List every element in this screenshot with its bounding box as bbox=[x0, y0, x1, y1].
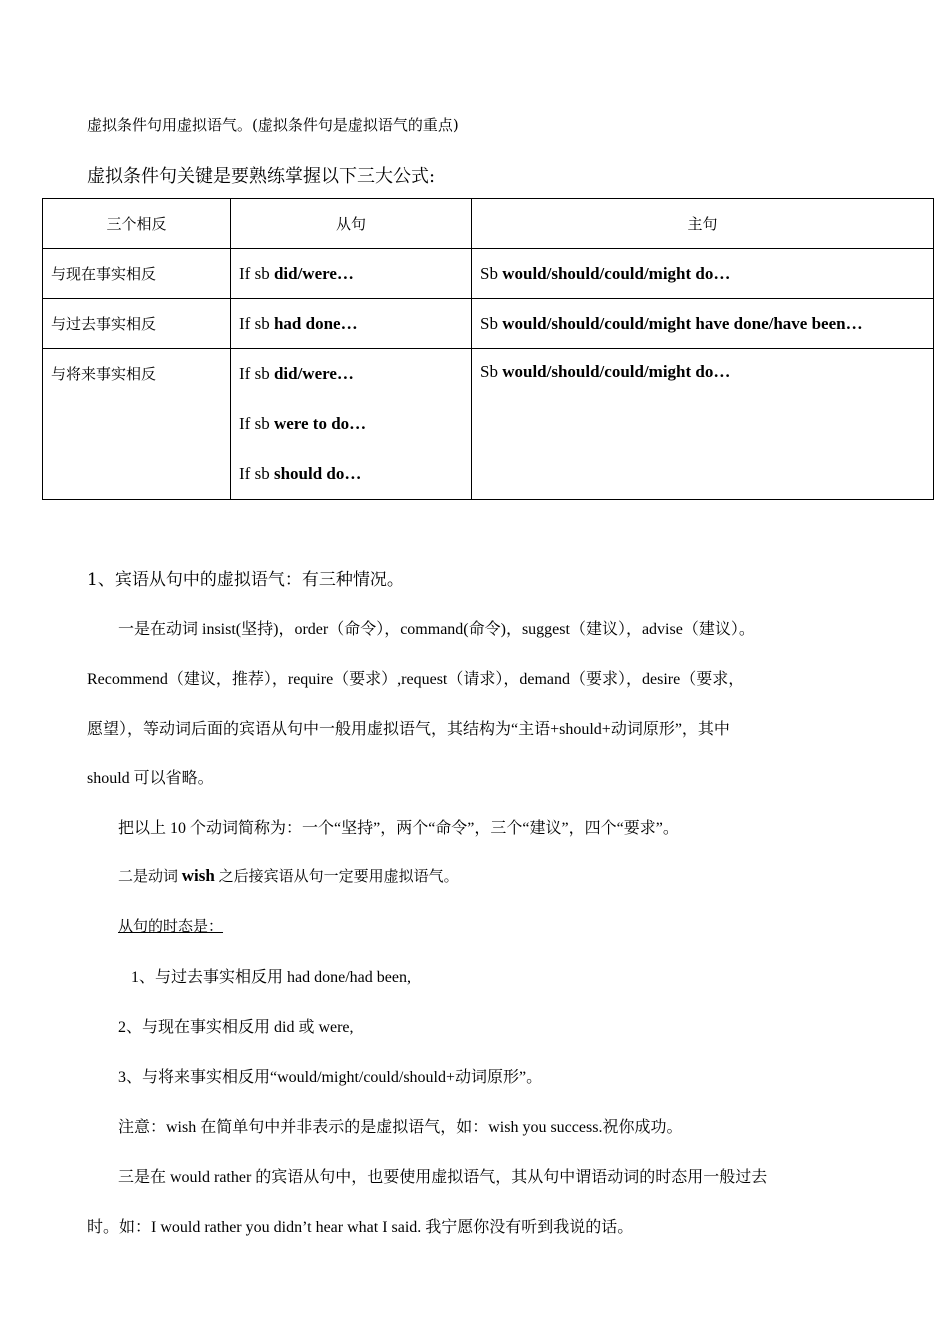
paragraph-4-line-2: 时。如：I would rather you didn’t hear what I said. 我宁愿你没有听到我说的话。 bbox=[87, 1219, 634, 1236]
clause-line bbox=[239, 449, 463, 499]
clause-form: should do… bbox=[273, 464, 362, 483]
clause-form: were to do… bbox=[273, 414, 367, 433]
tense-item-1: 1、与过去事实相反用 had done/had been, bbox=[131, 969, 411, 986]
subordinate-clause bbox=[231, 249, 472, 299]
header-cell: 主句 bbox=[472, 199, 934, 249]
header-cell: 从句 bbox=[231, 199, 472, 249]
p3-suffix: 之后接宾语从句一定要用虚拟语气。 bbox=[214, 869, 459, 885]
subordinate-clause-list bbox=[231, 349, 472, 500]
table-header-row bbox=[43, 199, 934, 249]
row-label: 与现在事实相反 bbox=[43, 249, 231, 299]
intro-line-2: 虚拟条件句关键是要熟练掌握以下三大公式: bbox=[87, 166, 436, 187]
section-heading: 1、宾语从句中的虚拟语气：有三种情况。 bbox=[87, 570, 404, 590]
clause-form: had done… bbox=[273, 313, 358, 333]
row-label: 与过去事实相反 bbox=[43, 299, 231, 349]
tense-item-3: 3、与将来事实相反用“would/might/could/should+动词原形”。 bbox=[118, 1069, 543, 1086]
paragraph-2: 把以上 10 个动词简称为：一个“坚持”，两个“命令”，三个“建议”，四个“要求”。 bbox=[118, 820, 679, 837]
subordinate-clause bbox=[231, 299, 472, 349]
main-clause bbox=[472, 249, 934, 299]
row-label bbox=[43, 349, 231, 500]
row-label-text: 与将来事实相反 bbox=[51, 365, 157, 383]
table-row bbox=[43, 249, 934, 299]
table-row bbox=[43, 349, 934, 500]
p3-keyword: wish bbox=[181, 866, 215, 885]
clause-prefix: If sb bbox=[239, 364, 274, 383]
main-prefix: Sb bbox=[480, 313, 503, 333]
paragraph-3 bbox=[118, 865, 459, 886]
table-row bbox=[43, 299, 934, 349]
paragraph-1-line-4: should 可以省略。 bbox=[87, 770, 214, 787]
paragraph-1-line-2: Recommend（建议，推荐），require（要求）,request（请求），demand（要求），desire（要求， bbox=[87, 671, 745, 688]
note: 注意：wish 在简单句中并非表示的是虚拟语气，如：wish you success.祝你成功。 bbox=[118, 1119, 683, 1136]
main-clause bbox=[472, 299, 934, 349]
paragraph-1-line-1: 一是在动词 insist(坚持)，order（命令），command(命令)，suggest（建议），advise（建议）。 bbox=[118, 621, 755, 638]
clause-line bbox=[239, 349, 463, 399]
clause-prefix: If sb bbox=[239, 313, 274, 333]
conditional-formula-table bbox=[42, 198, 934, 500]
main-form: would/should/could/might do… bbox=[502, 263, 731, 283]
clause-form: did/were… bbox=[273, 263, 354, 283]
tense-item-2: 2、与现在事实相反用 did 或 were, bbox=[118, 1019, 354, 1036]
intro-line-1: 虚拟条件句用虚拟语气。(虚拟条件句是虚拟语气的重点) bbox=[87, 116, 459, 134]
clause-prefix: If sb bbox=[239, 414, 274, 433]
clause-prefix: If sb bbox=[239, 263, 274, 283]
p3-prefix: 二是动词 bbox=[118, 869, 182, 885]
tense-title: 从句的时态是： bbox=[118, 917, 224, 935]
clause-prefix: If sb bbox=[239, 464, 274, 483]
main-clause bbox=[472, 349, 934, 500]
paragraph-1-line-3: 愿望），等动词后面的宾语从句中一般用虚拟语气，其结构为“主语+should+动词原形”，其中 bbox=[87, 721, 730, 738]
header-cell: 三个相反 bbox=[43, 199, 231, 249]
paragraph-4-line-1: 三是在 would rather 的宾语从句中，也要使用虚拟语气，其从句中谓语动词的时态用一般过去 bbox=[118, 1169, 768, 1186]
main-form: would/should/could/might do… bbox=[502, 362, 731, 381]
clause-form: did/were… bbox=[273, 364, 354, 383]
main-prefix: Sb bbox=[480, 263, 503, 283]
main-form: would/should/could/might have done/have been… bbox=[502, 313, 863, 333]
clause-line bbox=[239, 399, 463, 449]
main-prefix: Sb bbox=[480, 362, 503, 381]
